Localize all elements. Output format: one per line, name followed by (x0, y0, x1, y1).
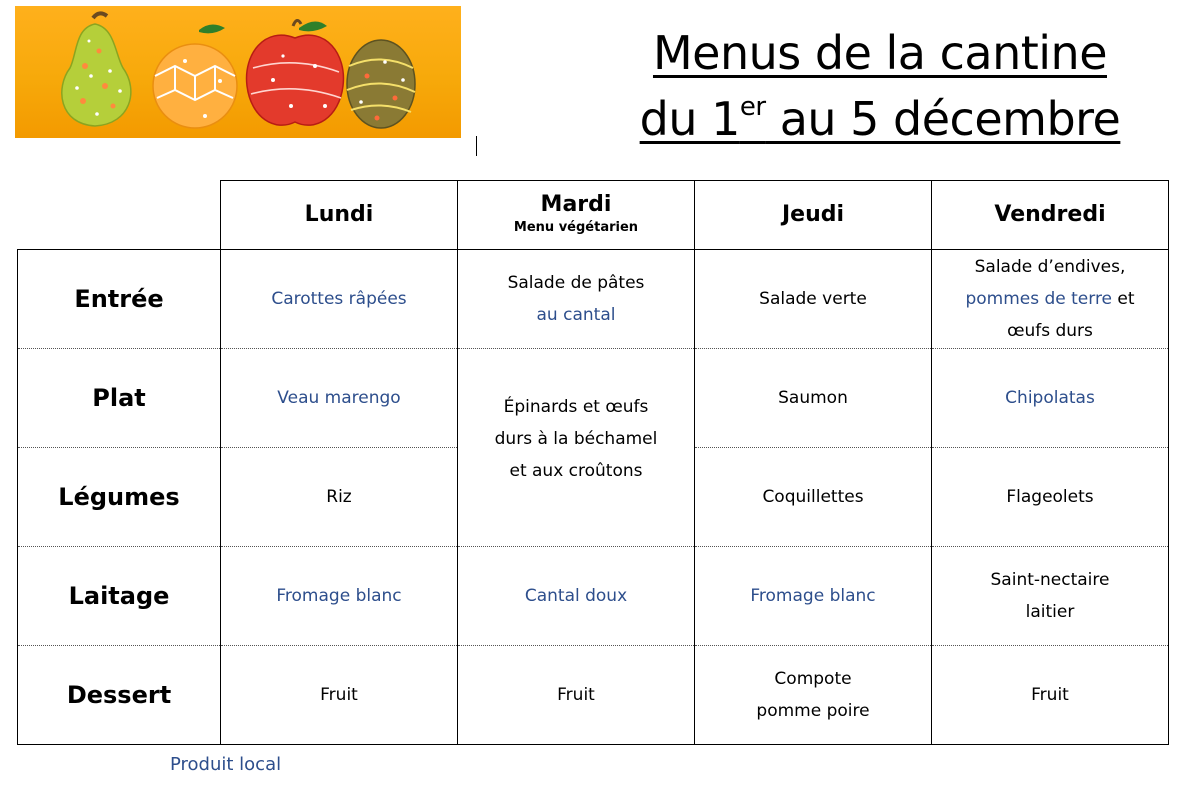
cell-plat-lundi: Veau marengo (221, 349, 458, 448)
cell-text: Compote (774, 669, 852, 689)
table-row-plat (18, 349, 1169, 448)
page-title (600, 20, 1160, 152)
header-vendredi (932, 181, 1169, 250)
cell-text: œufs durs (1007, 321, 1093, 341)
table-row-entree (18, 250, 1169, 349)
cell-entree-vendredi (932, 250, 1169, 349)
row-label-entree: Entrée (18, 250, 221, 349)
cell-dessert-jeudi (695, 646, 932, 745)
pear-illustration (62, 13, 131, 126)
cell-text-mixed (932, 283, 1168, 315)
cell-entree-jeudi: Salade verte (695, 250, 932, 349)
cell-legumes-vendredi: Flageolets (932, 448, 1169, 547)
cell-dessert-mardi: Fruit (458, 646, 695, 745)
table-header-row (18, 181, 1169, 250)
cell-text: et aux croûtons (509, 461, 643, 481)
cell-text-local: pommes de terre (965, 289, 1113, 309)
cell-dessert-lundi: Fruit (221, 646, 458, 745)
cell-text: Épinards et œufs (503, 397, 649, 417)
row-label-plat: Plat (18, 349, 221, 448)
cell-laitage-vendredi (932, 547, 1169, 646)
cell-plat-vendredi: Chipolatas (932, 349, 1169, 448)
cell-text: Salade de pâtes (507, 273, 645, 293)
table-row-laitage (18, 547, 1169, 646)
cell-legumes-jeudi: Coquillettes (695, 448, 932, 547)
apple-illustration (247, 20, 344, 125)
cell-laitage-mardi: Cantal doux (458, 547, 695, 646)
cell-text: Saint-nectaire (990, 570, 1110, 590)
cell-entree-mardi (458, 250, 695, 349)
menu-table (17, 180, 1169, 745)
header-mardi (458, 181, 695, 250)
cell-text: et (1112, 289, 1135, 309)
header-corner (18, 181, 221, 250)
day-name: Jeudi (781, 202, 845, 227)
cell-text-local: au cantal (536, 305, 616, 325)
cell-text: pomme poire (756, 701, 870, 721)
cell-text: Salade d’endives, (974, 257, 1126, 277)
title-line-2-suffix: au 5 décembre (765, 92, 1121, 146)
legend-produit-local: Produit local (170, 754, 282, 775)
day-name: Lundi (304, 202, 374, 227)
day-name: Vendredi (994, 202, 1106, 227)
day-name: Mardi (540, 192, 612, 217)
cell-text: laitier (1025, 602, 1075, 622)
row-label-dessert: Dessert (18, 646, 221, 745)
cell-plat-legumes-mardi (458, 349, 695, 547)
table-row-dessert (18, 646, 1169, 745)
title-line-2-prefix: du 1 (639, 92, 740, 146)
kiwi-illustration (347, 40, 415, 128)
cell-legumes-lundi: Riz (221, 448, 458, 547)
fruit-banner-image (15, 6, 461, 138)
orange-illustration (153, 24, 237, 128)
cell-text: durs à la béchamel (494, 429, 658, 449)
cell-plat-jeudi: Saumon (695, 349, 932, 448)
title-line-2 (600, 86, 1160, 152)
text-cursor-mark (476, 136, 477, 156)
title-line-1: Menus de la cantine (652, 26, 1107, 80)
cell-laitage-lundi: Fromage blanc (221, 547, 458, 646)
day-subtitle: Menu végétarien (513, 220, 639, 235)
row-label-laitage: Laitage (18, 547, 221, 646)
header-jeudi (695, 181, 932, 250)
row-label-legumes: Légumes (18, 448, 221, 547)
cell-laitage-jeudi: Fromage blanc (695, 547, 932, 646)
cell-dessert-vendredi: Fruit (932, 646, 1169, 745)
title-superscript: er (739, 92, 766, 122)
cell-entree-lundi: Carottes râpées (221, 250, 458, 349)
header-lundi (221, 181, 458, 250)
